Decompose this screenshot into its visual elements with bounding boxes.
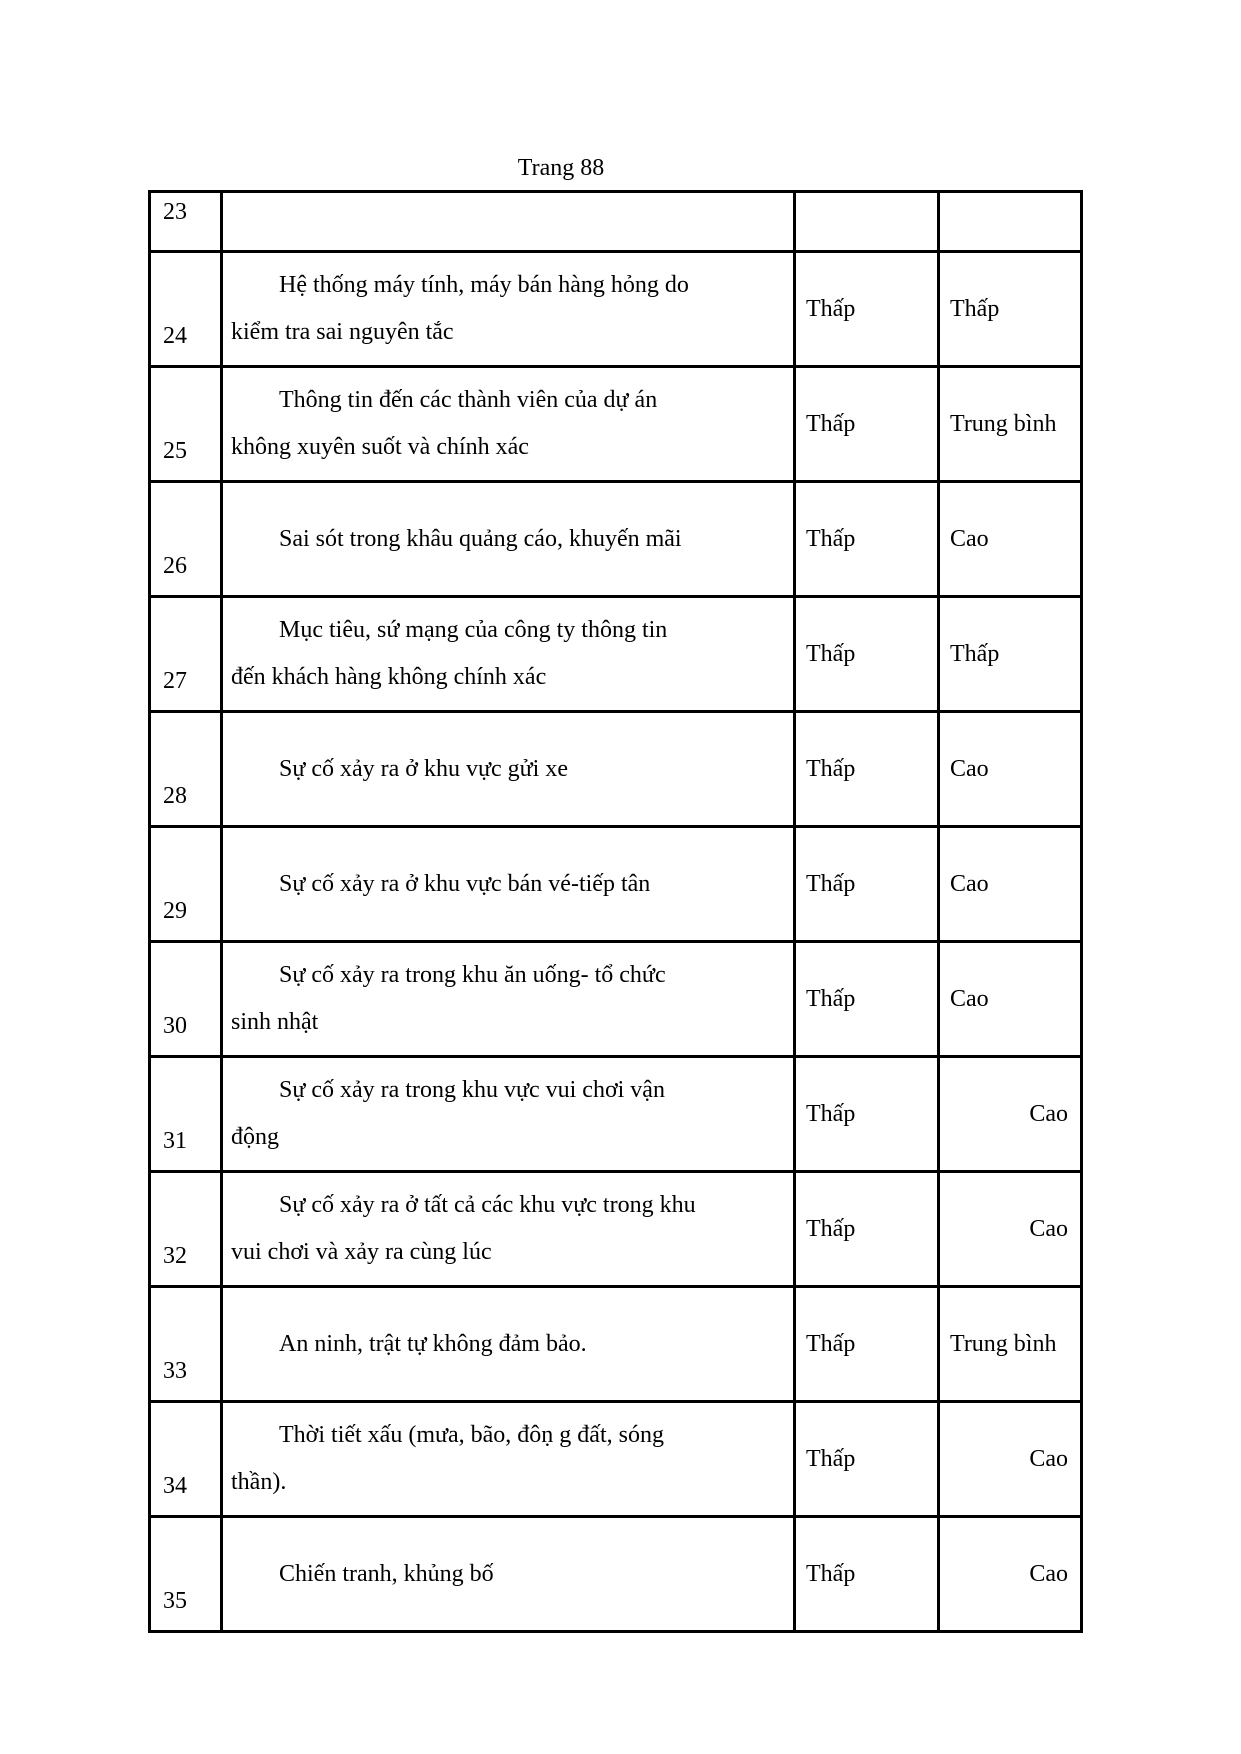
row-number: 28 bbox=[150, 712, 222, 827]
table-row bbox=[150, 1172, 1082, 1287]
row-description bbox=[222, 367, 795, 482]
rating-1: Thấp bbox=[795, 1517, 939, 1632]
row-number: 27 bbox=[150, 597, 222, 712]
description-line: Hệ thống máy tính, máy bán hàng hỏng do bbox=[279, 272, 689, 298]
description-line: Sự cố xảy ra trong khu vực vui chơi vận bbox=[279, 1077, 665, 1103]
description-line: Thời tiết xấu (mưa, bão, đôṇ g đất, sóng bbox=[279, 1422, 664, 1448]
row-number: 29 bbox=[150, 827, 222, 942]
description-line: kiểm tra sai nguyên tắc bbox=[231, 319, 454, 345]
description-line: thần). bbox=[231, 1469, 287, 1495]
description-line: Sự cố xảy ra ở tất cả các khu vực trong khu bbox=[279, 1192, 696, 1218]
risk-table bbox=[148, 190, 1083, 1633]
table-row bbox=[150, 827, 1082, 942]
rating-1: Thấp bbox=[795, 1402, 939, 1517]
table-row bbox=[150, 597, 1082, 712]
row-description bbox=[222, 1517, 795, 1632]
rating-1: Thấp bbox=[795, 367, 939, 482]
row-description bbox=[222, 1057, 795, 1172]
table-row bbox=[150, 1402, 1082, 1517]
rating-1: Thấp bbox=[795, 827, 939, 942]
rating-1 bbox=[795, 192, 939, 252]
rating-2: Cao bbox=[939, 1402, 1082, 1517]
rating-2: Trung bình bbox=[939, 1287, 1082, 1402]
row-number: 25 bbox=[150, 367, 222, 482]
row-description bbox=[222, 252, 795, 367]
rating-2: Cao bbox=[939, 1517, 1082, 1632]
rating-1: Thấp bbox=[795, 1057, 939, 1172]
table-row bbox=[150, 252, 1082, 367]
description-line: Sự cố xảy ra trong khu ăn uống- tổ chức bbox=[279, 962, 666, 988]
row-description bbox=[222, 192, 795, 252]
description-line: Sai sót trong khâu quảng cáo, khuyến mãi bbox=[279, 525, 682, 552]
description-line: An ninh, trật tự không đảm bảo. bbox=[279, 1330, 587, 1357]
rating-2: Trung bình bbox=[939, 367, 1082, 482]
row-number: 34 bbox=[150, 1402, 222, 1517]
rating-1: Thấp bbox=[795, 597, 939, 712]
rating-2: Cao bbox=[939, 942, 1082, 1057]
description-line: vui chơi và xảy ra cùng lúc bbox=[231, 1239, 492, 1265]
row-description bbox=[222, 942, 795, 1057]
table-row bbox=[150, 1287, 1082, 1402]
table-row bbox=[150, 712, 1082, 827]
rating-2: Thấp bbox=[939, 252, 1082, 367]
row-number: 30 bbox=[150, 942, 222, 1057]
row-description bbox=[222, 1402, 795, 1517]
row-number: 26 bbox=[150, 482, 222, 597]
table-row bbox=[150, 942, 1082, 1057]
description-line: không xuyên suốt và chính xác bbox=[231, 434, 529, 460]
rating-1: Thấp bbox=[795, 942, 939, 1057]
rating-2 bbox=[939, 192, 1082, 252]
table-row bbox=[150, 1517, 1082, 1632]
rating-2: Cao bbox=[939, 482, 1082, 597]
table-row bbox=[150, 482, 1082, 597]
rating-2: Cao bbox=[939, 1172, 1082, 1287]
row-number: 33 bbox=[150, 1287, 222, 1402]
rating-2: Cao bbox=[939, 827, 1082, 942]
row-description bbox=[222, 827, 795, 942]
row-number: 35 bbox=[150, 1517, 222, 1632]
description-line: Sự cố xảy ra ở khu vực gửi xe bbox=[279, 755, 568, 782]
row-description bbox=[222, 597, 795, 712]
description-line: Sự cố xảy ra ở khu vực bán vé-tiếp tân bbox=[279, 870, 651, 897]
description-line: đến khách hàng không chính xác bbox=[231, 664, 547, 690]
row-number: 31 bbox=[150, 1057, 222, 1172]
row-number: 32 bbox=[150, 1172, 222, 1287]
row-number: 23 bbox=[150, 192, 222, 252]
description-line: Thông tin đến các thành viên của dự án bbox=[279, 387, 658, 413]
row-description bbox=[222, 712, 795, 827]
page-title: Trang 88 bbox=[517, 155, 605, 181]
row-number: 24 bbox=[150, 252, 222, 367]
description-line: động bbox=[231, 1124, 279, 1150]
description-line: Mục tiêu, sứ mạng của công ty thông tin bbox=[279, 617, 668, 643]
description-line: sinh nhật bbox=[231, 1009, 319, 1035]
rating-1: Thấp bbox=[795, 1287, 939, 1402]
rating-1: Thấp bbox=[795, 252, 939, 367]
rating-1: Thấp bbox=[795, 712, 939, 827]
rating-1: Thấp bbox=[795, 482, 939, 597]
table-row bbox=[150, 192, 1082, 252]
row-description bbox=[222, 1287, 795, 1402]
rating-1: Thấp bbox=[795, 1172, 939, 1287]
description-line: Chiến tranh, khủng bố bbox=[279, 1560, 494, 1587]
rating-2: Cao bbox=[939, 712, 1082, 827]
row-description bbox=[222, 482, 795, 597]
table-row bbox=[150, 367, 1082, 482]
row-description bbox=[222, 1172, 795, 1287]
rating-2: Cao bbox=[939, 1057, 1082, 1172]
table-row bbox=[150, 1057, 1082, 1172]
rating-2: Thấp bbox=[939, 597, 1082, 712]
